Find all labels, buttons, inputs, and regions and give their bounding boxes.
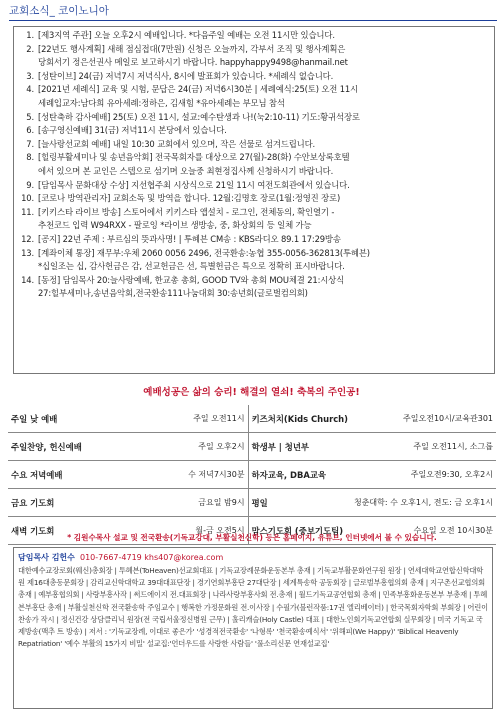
schedule-name: 금요 기도회 xyxy=(8,489,85,517)
news-item-number: 3. xyxy=(26,70,34,81)
news-item-text: [계좌이체 통장] 재무부:우체 2060 0056 2496, 전국환송:농협 355-0056-362813(투혜븐) *십일조는 십, 감사헌금은 감, 선교헌금은 선, 특별헌금은 특으로 정확히 표시바랍니다. xyxy=(38,247,370,272)
news-item xyxy=(18,124,490,138)
title-divider xyxy=(9,20,497,21)
schedule-time: 금요일 밤9시 xyxy=(85,489,248,517)
news-item xyxy=(18,179,490,193)
schedule-name: 학생부 | 청년부 xyxy=(248,433,351,461)
pastor-bio: 대한예수교장로회(웨신)총회장 | 투혜븐(ToHeaven)선교회대표 | 기독교장례문화운동본부 총재 | 기독교부활문화연구원 원장 | 연세대학교연합신학대학원 제16대총동문회장 | 감리교신학대학교 39대대표단장 | 경기연회부흥단 27대단장 | 세계특송학 공동회장 | 글로벌부흥협의회 총재 | 지구촌선교협의회 총재 | 예부흥협의회 | 사랑부흥사작 | 써드에이지 전.대표회장 | 나라사랑부흥사회 전.총재 | 월드기독교공연협회 총재 | 민족부흥화운동본부 부총재 | 투혜븐부흥단 총재 | 부활실천신학 전국환송학 주임교수 | 행복한 가정문화원 전.이사장 | 수필가(블런작품:17권 엘리베이터) | 한국목회자학회 부회장 | 어린이 찬송가 작시 | 정신건강 상담클리닉 원장(전 국립서울정신병원 근무) | 홀리캐슬(Holy Castle) 대표 | 대한노인회기독교연합회 실무회장 | 미국 기독교 국제방송(맥추 트 방송) | 저서 : '기독교장례, 이대로 좋은가' '성경적전국환송' '나형록' '천국환송예식서' '위해피(We Happy)' 'Biblical Heavenly Repatriation' '예수 부활의 15가지 비밀' 설교집:'언더우드를 사랑한 사람들' '풀소리신문 연재설교집' xyxy=(18,566,488,649)
news-item-text: [성탄이브] 24(금) 저녁7시 저녁식사, 8시에 발표회가 있습니다. *세례식 없습니다. xyxy=(38,70,334,81)
news-item xyxy=(18,206,490,233)
schedule-row xyxy=(8,461,496,489)
online-notice: * 김원수목사 설교 및 전국환송(기독교강대, 부활실천신학) 등은 홈페이지, 유튜브, 인터넷에서 볼 수 있습니다. xyxy=(67,533,437,542)
news-item xyxy=(18,111,490,125)
schedule-time: 수 저녁7시30분 xyxy=(85,461,248,489)
pastor-header xyxy=(18,552,488,563)
news-item-text: [성탄축하 감사예배] 25(토) 오전 11시, 설교:예수탄생과 나!(눅2:10-11) 기도:황귀석장로 xyxy=(38,111,360,122)
church-news-box xyxy=(13,26,495,374)
news-item-text: [늘사랑선교회 예배] 내일 10:30 교회에서 있으며, 작은 선물로 섬겨드립니다. xyxy=(38,138,316,149)
schedule-row xyxy=(8,433,496,461)
news-item-text: [2021년 세례식] 교육 및 시험, 문답은 24(금) 저녁6시30분 | 세례예식:25(토) 오전 11시 세례입교자:남다희 유아세례:정하은, 김새힘 *유아세례는 부모님 참석 xyxy=(38,84,359,108)
news-item xyxy=(18,138,490,152)
news-item xyxy=(18,83,490,110)
schedule-time: 주일오전9:30, 오후2시 xyxy=(351,461,496,489)
news-item-number: 9. xyxy=(26,179,34,190)
news-item-text: [22년도 행사계획] 새해 점심접대(7만원) 신청은 오늘까지, 각부서 조직 및 행사계획은 당회서기 정은선권사 메일로 보고하시기 바랍니다. happyhappy9498@hanmail.net xyxy=(38,43,348,68)
pastor-profile-box xyxy=(13,547,493,709)
news-item-number: 11. xyxy=(21,206,34,217)
news-item-number: 14. xyxy=(21,274,34,285)
schedule-name: 새벽 기도회 xyxy=(8,517,85,545)
schedule-row xyxy=(8,489,496,517)
news-item xyxy=(18,151,490,178)
news-list xyxy=(14,27,494,301)
pastor-contact: 010-7667-4719 khs407@korea.com xyxy=(79,553,224,562)
news-item-number: 1. xyxy=(26,30,34,40)
news-item-text: [제3지역 주관] 오늘 오후2시 예배입니다. *다음주일 예배는 오전 11시만 있습니다. xyxy=(38,30,335,40)
schedule-time: 월-금 오전5시 xyxy=(85,517,248,545)
schedule-name: 키즈처치(Kids Church) xyxy=(248,405,351,433)
schedule-time: 청춘대학: 수 오후1시, 전도: 금 오후1시 xyxy=(351,489,496,517)
schedule-time: 주일 오전11시 xyxy=(85,405,248,433)
schedule-time: 수요일 오전 10시30분 xyxy=(351,517,496,545)
news-item-text: [힐링부활세미나 및 송년음악회] 전국목회자를 대상으로 27(월)-28(화) 수안보상록호텔 에서 있으며 본 교인은 스텝으로 섬기며 오늘중 최현정집사께 신청하시기 바랍니다. xyxy=(38,152,350,176)
worship-schedule-table xyxy=(8,405,496,545)
news-item xyxy=(18,274,490,301)
section-title: 교회소식_ 코이노니아 xyxy=(9,5,109,17)
news-item xyxy=(18,70,490,84)
news-item xyxy=(18,247,490,274)
news-item-number: 6. xyxy=(26,125,34,136)
news-item-number: 13. xyxy=(21,247,34,258)
news-item-text: [송구영신예배] 31(금) 저녁11시 본당에서 있습니다. xyxy=(38,125,227,136)
news-item-text: [공지] 22년 주제 : 부르심의 뜻과사명! | 투혜븐 CM송 : KBS라디오 89.1 17:29방송 xyxy=(38,233,341,244)
motto-banner: 예배성공은 삶의 승리! 해결의 열쇠! 축복의 주인공! xyxy=(143,387,360,398)
news-item-text: [코로나 방역관리자] 교회소독 및 방역을 합니다. 12월:김명호 장로(1월:정영진 장로) xyxy=(38,193,341,204)
news-item-text: [키키스타 라이브 방송] 스토어에서 키키스타 앱설치 - 로그인, 전체동의, 확인열기 - 추천코드 입력 W94RXX - 팔로잉 *라이브 생방송, 중, 화상회의 등 일체 가능 xyxy=(38,206,335,231)
schedule-name: 주일 낮 예배 xyxy=(8,405,85,433)
schedule-name: 주일찬양, 헌신예배 xyxy=(8,433,85,461)
news-item-number: 2. xyxy=(26,43,34,54)
schedule-time: 주일 오전11시, 소그룹 xyxy=(351,433,496,461)
news-item xyxy=(18,233,490,247)
news-item-number: 10. xyxy=(21,193,34,204)
news-item-text: [동정] 담임목사 20:늘사랑예배, 한교총 총회, GOOD TV와 총회 MOU체결 21:시상식 27:힐부세미나,송년음악회,전국환송111나눔대회 30:송년회(글로벌컴의회) xyxy=(38,274,345,299)
news-item-number: 7. xyxy=(26,138,34,149)
schedule-row xyxy=(8,405,496,433)
pastor-name: 담임목사 김헌수 xyxy=(18,553,75,562)
news-item-number: 8. xyxy=(26,152,34,163)
schedule-time: 주일오전10시/교육관301 xyxy=(351,405,496,433)
schedule-name: 하자교육, DBA교육 xyxy=(248,461,351,489)
news-item xyxy=(18,43,490,70)
schedule-name: 맘스기도회 (중보기도팀) xyxy=(248,517,351,545)
news-item-number: 12. xyxy=(21,233,34,244)
schedule-name: 평일 xyxy=(248,489,351,517)
news-item xyxy=(18,29,490,43)
schedule-time: 주일 오후2시 xyxy=(85,433,248,461)
news-item-number: 5. xyxy=(26,111,34,122)
news-item xyxy=(18,192,490,206)
news-item-number: 4. xyxy=(26,84,34,95)
schedule-name: 수요 저녁예배 xyxy=(8,461,85,489)
news-item-text: [담임목사 문화대상 수상] 지선협주최 시상식으로 21일 11시 여전도회관에서 있습니다. xyxy=(38,179,350,190)
